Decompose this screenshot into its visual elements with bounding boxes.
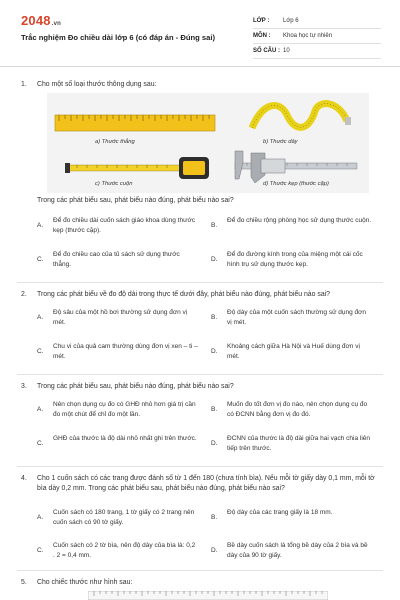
rulers-figure [47, 93, 369, 193]
question-text: Cho chiếc thước như hình sau: [37, 579, 133, 586]
question-number: 4. [21, 475, 27, 482]
question-3 [21, 382, 381, 394]
option-text: Độ dày của các trang giấy là 18 mm. [227, 509, 333, 516]
option-letter: C. [37, 348, 44, 355]
option-4b[interactable] [211, 508, 381, 530]
page-title: Trắc nghiệm Đo chiều dài lớp 6 (có đáp án - Đúng sai) [21, 33, 216, 42]
question-number: 1. [21, 81, 27, 88]
option-letter: B. [211, 514, 218, 521]
option-text: Chu vi của quả cam thường dùng đơn vị xen – ti – mét. [53, 343, 198, 360]
option-3c[interactable] [37, 434, 202, 456]
question-2 [21, 290, 381, 302]
option-text: GHĐ của thước là độ dài nhỏ nhất ghi trên thước. [53, 435, 197, 442]
option-letter: B. [211, 314, 218, 321]
option-text: Muốn đo tốt đơn vị đo nào, nên chọn dụng cụ đo có ĐCNN bằng đơn vị đo đó. [227, 401, 368, 418]
ruler-image [88, 591, 328, 600]
meta-value: Khoa học tự nhiên [283, 33, 333, 39]
meta-value: 10 [283, 48, 290, 54]
option-letter: A. [37, 514, 44, 521]
measuring-tape-image [252, 104, 351, 128]
option-letter: A. [37, 222, 44, 229]
figure-caption: d) Thước kẹp (thước cặp) [263, 181, 329, 187]
option-2d[interactable] [211, 342, 381, 364]
option-1b[interactable] [211, 216, 381, 238]
meta-key: SỐ CÂU : [253, 48, 280, 54]
option-1c[interactable] [37, 250, 202, 272]
option-letter: A. [37, 314, 44, 321]
meta-row-subject [253, 29, 381, 44]
question-text: Trong các phát biểu sau, phát biểu nào đúng, phát biểu nào sai? [37, 197, 234, 204]
question-text: Cho một số loại thước thông dụng sau: [37, 81, 157, 88]
question-text: Cho 1 cuốn sách có các trang được đánh số từ 1 đến 180 (chưa tính bìa). Nếu mỗi tờ giấy dày 0,1 mm, mỗi tờ bìa dày 0,2 mm. Trong các phát biểu sau, phát biểu nào đúng, phát biểu nào sai? [37, 475, 375, 492]
figure-caption: a) Thước thẳng [95, 139, 135, 145]
caliper-image [235, 151, 357, 183]
option-letter: C. [37, 547, 44, 554]
question-1-stem [21, 196, 381, 208]
question-text: Trong các phát biểu về đo độ dài trong thực tế dưới đây, phát biểu nào đúng, phát biểu nào sai? [37, 291, 331, 298]
question-5 [21, 578, 381, 590]
option-1a[interactable] [37, 216, 202, 238]
option-text: Để đo chiều dài cuốn sách giáo khoa dùng thước kẹp (thước cặp). [53, 217, 195, 234]
divider [17, 570, 383, 571]
divider [17, 466, 383, 467]
option-text: Để đo chiều cao của tủ sách sử dụng thước thẳng. [53, 251, 180, 268]
option-letter: D. [211, 348, 218, 355]
option-1d[interactable] [211, 250, 381, 272]
meta-key: LỚP : [253, 18, 270, 24]
option-letter: C. [37, 256, 44, 263]
meta-value: Lớp 6 [283, 18, 299, 24]
site-logo[interactable]: 2048.vn [21, 13, 62, 28]
meta-key: MÔN : [253, 33, 271, 39]
option-text: Cuốn sách có 2 tờ bìa, nên độ dày của bìa là: 0,2 . 2 = 0,4 mm. [53, 542, 196, 559]
question-text: Trong các phát biểu sau, phát biểu nào đúng, phát biểu nào sai? [37, 383, 234, 390]
option-letter: A. [37, 406, 44, 413]
option-text: Khoảng cách giữa Hà Nội và Huế dùng đơn vị mét. [227, 343, 360, 360]
option-text: Độ sâu của một hồ bơi thường sử dụng đơn vị mét. [53, 309, 188, 326]
meta-row-class [253, 14, 381, 29]
option-text: Nên chọn dụng cụ đo có GHĐ nhỏ hơn giá trị cần đo một chút để chỉ đo một lần. [53, 401, 196, 418]
figure-caption: b) Thước dây [263, 139, 298, 145]
option-3b[interactable] [211, 400, 381, 422]
question-number: 2. [21, 291, 27, 298]
question-1 [21, 80, 381, 92]
option-letter: D. [211, 440, 218, 447]
question-number: 3. [21, 383, 27, 390]
option-text: ĐCNN của thước là độ dài giữa hai vạch chia liên tiếp trên thước. [227, 435, 371, 452]
straight-ruler-image [55, 115, 215, 131]
divider [17, 374, 383, 375]
divider [17, 282, 383, 283]
option-text: Để đo đường kính trong của miệng một cái cốc hình trụ sử dụng thước kẹp. [227, 251, 363, 268]
question-number: 5. [21, 579, 27, 586]
option-letter: C. [37, 440, 44, 447]
option-2a[interactable] [37, 308, 202, 330]
meta-table [253, 14, 381, 59]
option-4c[interactable] [37, 541, 202, 563]
option-text: Bề dày cuốn sách là tổng bề dày của 2 bìa và bề dày của 90 tờ giấy. [227, 542, 368, 559]
option-3d[interactable] [211, 434, 381, 456]
option-letter: B. [211, 406, 218, 413]
option-3a[interactable] [37, 400, 202, 422]
option-2b[interactable] [211, 308, 381, 330]
option-text: Độ dày của một cuốn sách thường sử dụng đơn vị mét. [227, 309, 367, 326]
option-4a[interactable] [37, 508, 202, 530]
figure-caption: c) Thước cuộn [95, 181, 133, 187]
option-letter: D. [211, 547, 218, 554]
option-letter: D. [211, 256, 218, 263]
option-2c[interactable] [37, 342, 202, 364]
option-4d[interactable] [211, 541, 381, 563]
option-text: Cuốn sách có 180 trang, 1 tờ giấy có 2 trang nên cuốn sách có 90 tờ giấy. [53, 509, 195, 526]
retractable-tape-image [65, 157, 209, 179]
header [0, 0, 400, 67]
option-letter: B. [211, 222, 218, 229]
meta-row-count [253, 44, 381, 59]
question-4 [21, 474, 381, 506]
option-text: Để đo chiều rộng phòng học sử dụng thước cuộn. [227, 217, 372, 224]
